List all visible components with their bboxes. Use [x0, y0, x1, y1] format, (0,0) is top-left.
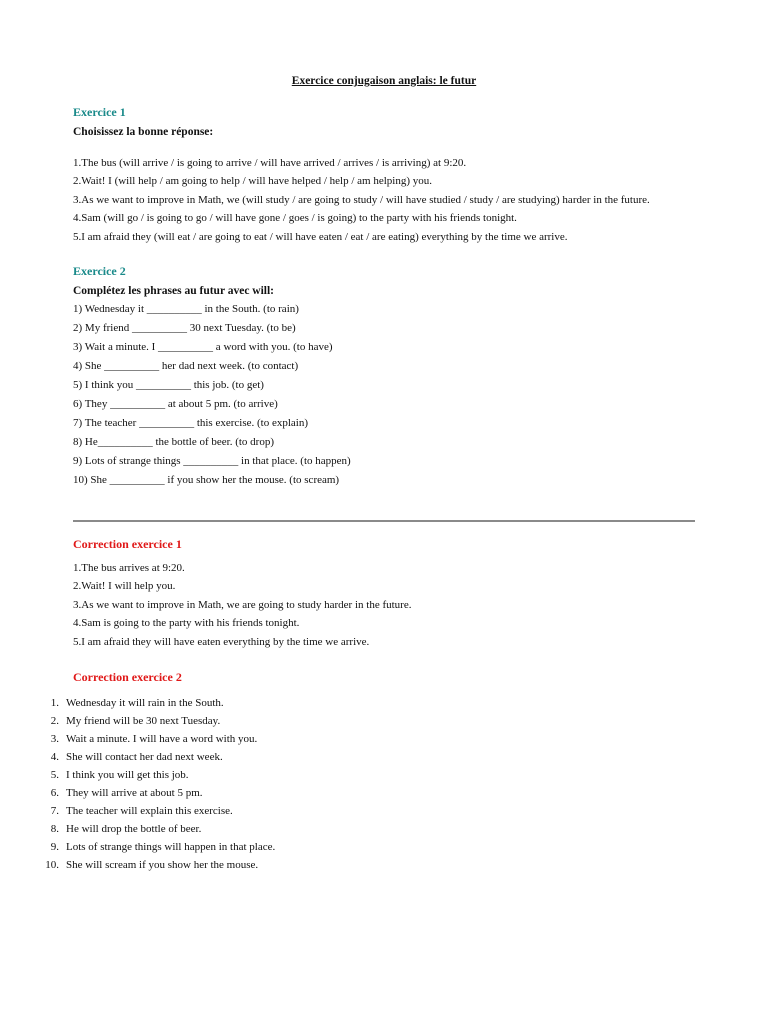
- exercise-2-item: 1) Wednesday it __________ in the South. (to rain): [73, 303, 299, 315]
- list-item: [40, 820, 700, 838]
- list-item: [40, 694, 700, 712]
- correction-2-heading: Correction exercice 2: [73, 670, 182, 684]
- exercise-2-item: 6) They __________ at about 5 pm. (to arrive): [73, 398, 278, 410]
- list-item-text: My friend will be 30 next Tuesday.: [66, 715, 221, 727]
- section-divider: [73, 520, 695, 522]
- list-item-text: They will arrive at about 5 pm.: [66, 787, 203, 799]
- exercise-1-instruction: Choisissez la bonne réponse:: [73, 126, 214, 138]
- list-item-number: 8.: [50, 823, 59, 835]
- exercise-1-item: 2.Wait! I (will help / am going to help / will have helped / help / am helping) you.: [73, 175, 432, 188]
- exercise-2-item: 10) She __________ if you show her the mouse. (to scream): [73, 474, 340, 486]
- exercise-2-item: 2) My friend __________ 30 next Tuesday. (to be): [73, 322, 296, 334]
- list-item: [40, 838, 700, 856]
- exercise-1-section: [73, 104, 713, 246]
- correction-1-heading: Correction exercice 1: [73, 537, 182, 551]
- exercise-2-heading: Exercice 2: [73, 264, 126, 278]
- exercise-2-list: [73, 300, 713, 490]
- list-item-number: 6.: [50, 787, 59, 799]
- list-item-text: Wednesday it will rain in the South.: [66, 697, 224, 709]
- list-item: [40, 748, 700, 766]
- list-item-text: Lots of strange things will happen in that place.: [66, 841, 276, 853]
- list-item-number: 4.: [50, 751, 59, 763]
- exercise-1-heading: Exercice 1: [73, 105, 126, 119]
- exercise-1-item: 5.I am afraid they (will eat / are going to eat / will have eaten / eat / are eating) everything by the time we arrive.: [73, 230, 568, 243]
- list-item-text: Wait a minute. I will have a word with you.: [66, 733, 258, 745]
- exercise-2-item: 4) She __________ her dad next week. (to contact): [73, 360, 299, 372]
- correction-2-section: [73, 669, 713, 685]
- exercise-2-instruction: Complétez les phrases au futur avec will:: [73, 285, 275, 297]
- exercise-2-item: 8) He__________ the bottle of beer. (to drop): [73, 436, 275, 448]
- correction-1-item: 5.I am afraid they will have eaten everything by the time we arrive.: [73, 635, 370, 648]
- exercise-2-item: 9) Lots of strange things __________ in that place. (to happen): [73, 455, 351, 467]
- list-item-number: 3.: [50, 733, 59, 745]
- list-item-text: I think you will get this job.: [66, 769, 189, 781]
- correction-1-item: 4.Sam is going to the party with his friends tonight.: [73, 617, 300, 630]
- exercise-1-item: 3.As we want to improve in Math, we (will study / are going to study / will have studied / study / are studying) harder in the future.: [73, 193, 650, 206]
- list-item: [40, 856, 700, 874]
- correction-1-item: 1.The bus arrives at 9:20.: [73, 562, 185, 574]
- list-item: [40, 766, 700, 784]
- list-item-number: 10.: [45, 859, 59, 871]
- list-item-number: 7.: [50, 805, 59, 817]
- correction-1-section: [73, 536, 713, 651]
- list-item-text: He will drop the bottle of beer.: [66, 823, 202, 835]
- list-item-number: 2.: [50, 715, 59, 727]
- correction-1-item: 2.Wait! I will help you.: [73, 580, 176, 593]
- exercise-1-list: [73, 154, 713, 246]
- list-item-text: She will scream if you show her the mouse.: [66, 859, 259, 871]
- list-item-text: The teacher will explain this exercise.: [66, 805, 233, 817]
- document-title: Exercice conjugaison anglais: le futur: [291, 75, 477, 87]
- exercise-2-item: 3) Wait a minute. I __________ a word with you. (to have): [73, 341, 333, 353]
- correction-2-list: [40, 694, 700, 874]
- list-item: [40, 712, 700, 730]
- list-item: [40, 730, 700, 748]
- exercise-1-item: 4.Sam (will go / is going to go / will have gone / goes / is going) to the party with his friends tonight.: [73, 212, 517, 225]
- correction-1-item: 3.As we want to improve in Math, we are going to study harder in the future.: [73, 598, 412, 611]
- exercise-2-section: [73, 263, 713, 490]
- correction-1-list: [73, 559, 713, 651]
- list-item-number: 9.: [50, 841, 59, 853]
- list-item-text: She will contact her dad next week.: [66, 751, 223, 763]
- exercise-2-item: 5) I think you __________ this job. (to get): [73, 379, 264, 391]
- list-item: [40, 802, 700, 820]
- list-item-number: 5.: [50, 769, 59, 781]
- list-item: [40, 784, 700, 802]
- exercise-2-item: 7) The teacher __________ this exercise. (to explain): [73, 417, 308, 429]
- exercise-1-item: 1.The bus (will arrive / is going to arrive / will have arrived / arrives / is arriving) at 9:20.: [73, 157, 467, 169]
- list-item-number: 1.: [50, 697, 59, 709]
